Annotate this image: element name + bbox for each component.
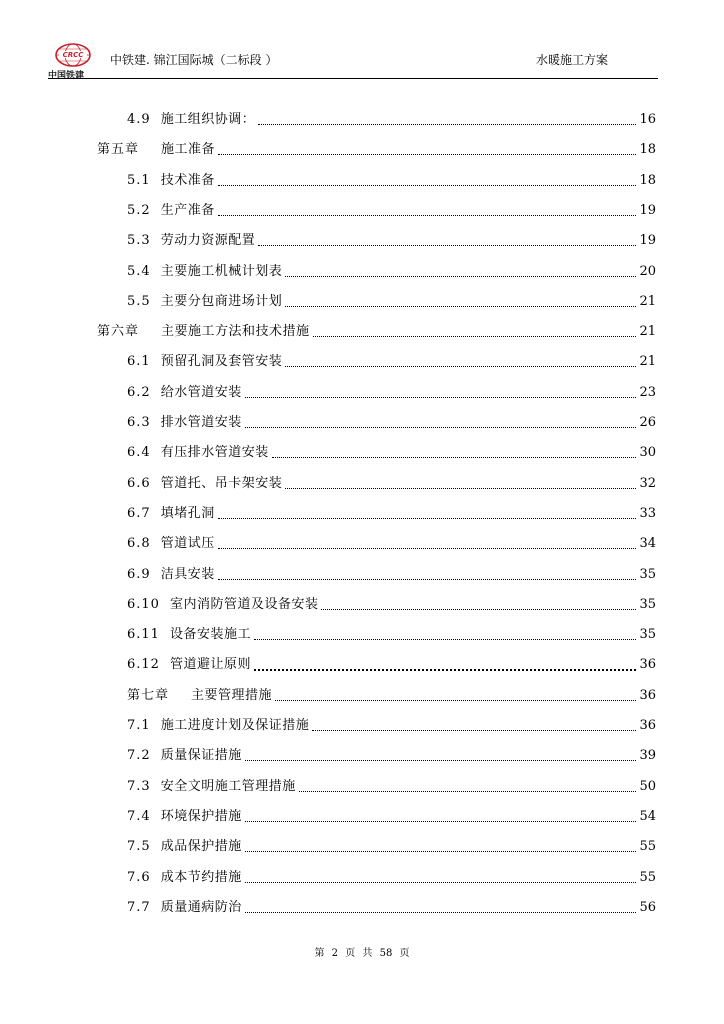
toc-entry-number: 5.3 (127, 233, 151, 248)
toc-entry-page: 35 (639, 567, 656, 582)
toc-entry (127, 231, 656, 251)
toc-entry (127, 443, 656, 463)
toc-entry (97, 140, 656, 160)
toc-entry (127, 868, 656, 888)
toc-entry-title: 技术准备 (160, 173, 215, 188)
toc-entry-page: 21 (639, 324, 656, 339)
toc-entry-page: 36 (639, 657, 656, 672)
toc-entry-title: 填堵孔洞 (160, 506, 215, 521)
toc-entry-number: 6.2 (127, 385, 151, 400)
toc-entry (127, 807, 656, 827)
toc-entry-page: 36 (639, 688, 656, 703)
toc-entry-number: 6.9 (127, 567, 151, 582)
toc-dot-leader (245, 850, 637, 852)
toc-entry (127, 262, 656, 282)
toc-entry (127, 383, 656, 403)
toc-entry-title: 排水管道安装 (160, 415, 242, 430)
toc-entry-number: 7.2 (127, 748, 151, 763)
toc-entry-page: 19 (639, 203, 656, 218)
toc-entry (127, 352, 656, 372)
toc-dot-leader (272, 456, 637, 458)
toc-dot-leader (245, 911, 637, 913)
toc-entry-title: 管道试压 (160, 536, 215, 551)
toc-entry-page: 35 (639, 597, 656, 612)
toc-entry-number: 6.10 (127, 597, 160, 612)
toc-dot-leader (254, 668, 636, 671)
toc-entry-title: 生产准备 (160, 203, 215, 218)
toc-entry-page: 18 (639, 173, 656, 188)
footer-prefix: 第 (314, 948, 325, 959)
toc-entry (127, 716, 656, 736)
toc-entry-page: 20 (639, 264, 656, 279)
toc-entry-title: 管道避让原则 (169, 657, 251, 672)
toc-entry-number: 7.3 (127, 779, 151, 794)
header-project-title: 中铁建. 锦江国际城（二标段 ） (110, 53, 278, 67)
toc-entry-title: 成本节约措施 (160, 870, 242, 885)
toc-entry-title: 安全文明施工管理措施 (160, 779, 296, 794)
toc-entry-title: 质量通病防治 (160, 900, 242, 915)
toc-entry-number: 6.11 (127, 627, 160, 642)
toc-entry-title: 劳动力资源配置 (160, 233, 256, 248)
toc-dot-leader (299, 790, 637, 792)
toc-entry-number: 第七章 (127, 688, 170, 703)
toc-entry-title: 室内消防管道及设备安装 (169, 597, 319, 612)
svg-text:CRCC: CRCC (62, 51, 84, 59)
toc-entry-page: 54 (639, 809, 656, 824)
toc-entry-number: 第五章 (97, 142, 140, 157)
toc-entry-title: 施工组织协调： (160, 112, 256, 127)
header-divider (48, 78, 658, 79)
toc-entry-title: 主要施工机械计划表 (160, 264, 283, 279)
toc-entry-page: 18 (639, 142, 656, 157)
header-document-title: 水暖施工方案 (536, 53, 609, 67)
toc-entry (127, 413, 656, 433)
toc-entry-number: 6.1 (127, 354, 151, 369)
toc-dot-leader (218, 184, 637, 186)
toc-dot-leader (245, 759, 637, 761)
toc-dot-leader (313, 335, 637, 337)
toc-dot-leader (285, 365, 636, 367)
toc-entry-number: 4.9 (127, 112, 151, 127)
toc-entry-page: 34 (639, 536, 656, 551)
toc-entry (127, 746, 656, 766)
toc-dot-leader (285, 305, 636, 307)
toc-dot-leader (275, 699, 636, 701)
toc-entry-title: 给水管道安装 (160, 385, 242, 400)
toc-entry-title: 主要管理措施 (191, 688, 273, 703)
toc-entry (127, 474, 656, 494)
toc-entry-page: 21 (639, 354, 656, 369)
toc-dot-leader (218, 214, 637, 216)
page-footer (0, 944, 724, 959)
toc-entry-title: 有压排水管道安装 (160, 445, 269, 460)
toc-entry-page: 39 (639, 748, 656, 763)
toc-entry-title: 成品保护措施 (160, 839, 242, 854)
toc-entry-number: 7.5 (127, 839, 151, 854)
toc-entry-number: 7.4 (127, 809, 151, 824)
toc-dot-leader (258, 244, 636, 246)
toc-dot-leader (218, 517, 637, 519)
toc-entry-title: 管道托、吊卡架安装 (160, 476, 283, 491)
toc-entry-number: 7.6 (127, 870, 151, 885)
toc-entry-number: 6.7 (127, 506, 151, 521)
toc-entry-page: 35 (639, 627, 656, 642)
toc-entry-number: 5.2 (127, 203, 151, 218)
toc-entry-page: 55 (639, 870, 656, 885)
toc-entry (127, 595, 656, 615)
toc-entry (127, 504, 656, 524)
toc-dot-leader (321, 608, 636, 610)
toc-entry-page: 36 (639, 718, 656, 733)
toc-entry-number: 6.4 (127, 445, 151, 460)
toc-entry-number: 7.7 (127, 900, 151, 915)
toc-entry-title: 环境保护措施 (160, 809, 242, 824)
footer-page-word: 页 (345, 948, 356, 959)
toc-entry-number: 5.1 (127, 173, 151, 188)
toc-dot-leader (285, 275, 636, 277)
toc-entry-page: 26 (639, 415, 656, 430)
footer-current-page: 2 (331, 948, 339, 959)
toc-entry-page: 21 (639, 294, 656, 309)
toc-entry-number: 5.5 (127, 294, 151, 309)
toc-entry-title: 施工进度计划及保证措施 (160, 718, 310, 733)
toc-entry-page: 32 (639, 476, 656, 491)
toc-dot-leader (218, 153, 636, 155)
toc-dot-leader (245, 881, 637, 883)
toc-entry (127, 292, 656, 312)
toc-entry-page: 50 (639, 779, 656, 794)
toc-dot-leader (245, 396, 637, 398)
toc-entry-title: 质量保证措施 (160, 748, 242, 763)
toc-entry (127, 565, 656, 585)
toc-entry (127, 898, 656, 918)
toc-entry (127, 655, 656, 675)
toc-entry-title: 主要施工方法和技术措施 (161, 324, 310, 339)
logo-text: 中国铁建 (48, 71, 85, 81)
toc-entry-number: 6.3 (127, 415, 151, 430)
toc-entry-page: 23 (639, 385, 656, 400)
toc-entry-number: 6.8 (127, 536, 151, 551)
toc-dot-leader (285, 487, 636, 489)
toc-entry-number: 6.6 (127, 476, 151, 491)
toc-dot-leader (218, 578, 637, 580)
toc-dot-leader (218, 547, 637, 549)
toc-entry (127, 777, 656, 797)
toc-entry-page: 30 (639, 445, 656, 460)
toc-entry (127, 534, 656, 554)
page-header (48, 40, 658, 80)
toc-dot-leader (312, 729, 636, 731)
toc-entry-page: 19 (639, 233, 656, 248)
footer-total-word: 共 (362, 948, 373, 959)
toc-entry-number: 5.4 (127, 264, 151, 279)
toc-entry-page: 33 (639, 506, 656, 521)
toc-entry-title: 主要分包商进场计划 (160, 294, 283, 309)
toc-entry-number: 6.12 (127, 657, 160, 672)
toc-entry-title: 施工准备 (161, 142, 216, 157)
toc-entry (127, 686, 656, 706)
toc-entry (127, 625, 656, 645)
toc-entry (127, 110, 656, 130)
toc-entry-page: 16 (639, 112, 656, 127)
toc-dot-leader (245, 820, 637, 822)
footer-total-pages: 58 (379, 948, 393, 959)
toc-entry-number: 第六章 (97, 324, 140, 339)
toc-dot-leader (254, 638, 636, 640)
toc-entry-number: 7.1 (127, 718, 151, 733)
toc-entry (127, 201, 656, 221)
toc-entry (127, 837, 656, 857)
toc-dot-leader (245, 426, 637, 428)
toc-entry-title: 洁具安装 (160, 567, 215, 582)
toc-entry-page: 56 (639, 900, 656, 915)
toc-entry (97, 322, 656, 342)
toc-entry-page: 55 (639, 839, 656, 854)
footer-suffix: 页 (399, 948, 410, 959)
toc-entry (127, 171, 656, 191)
toc-entry-title: 预留孔洞及套管安装 (160, 354, 283, 369)
toc-entry-title: 设备安装施工 (169, 627, 251, 642)
toc-dot-leader (258, 123, 636, 125)
